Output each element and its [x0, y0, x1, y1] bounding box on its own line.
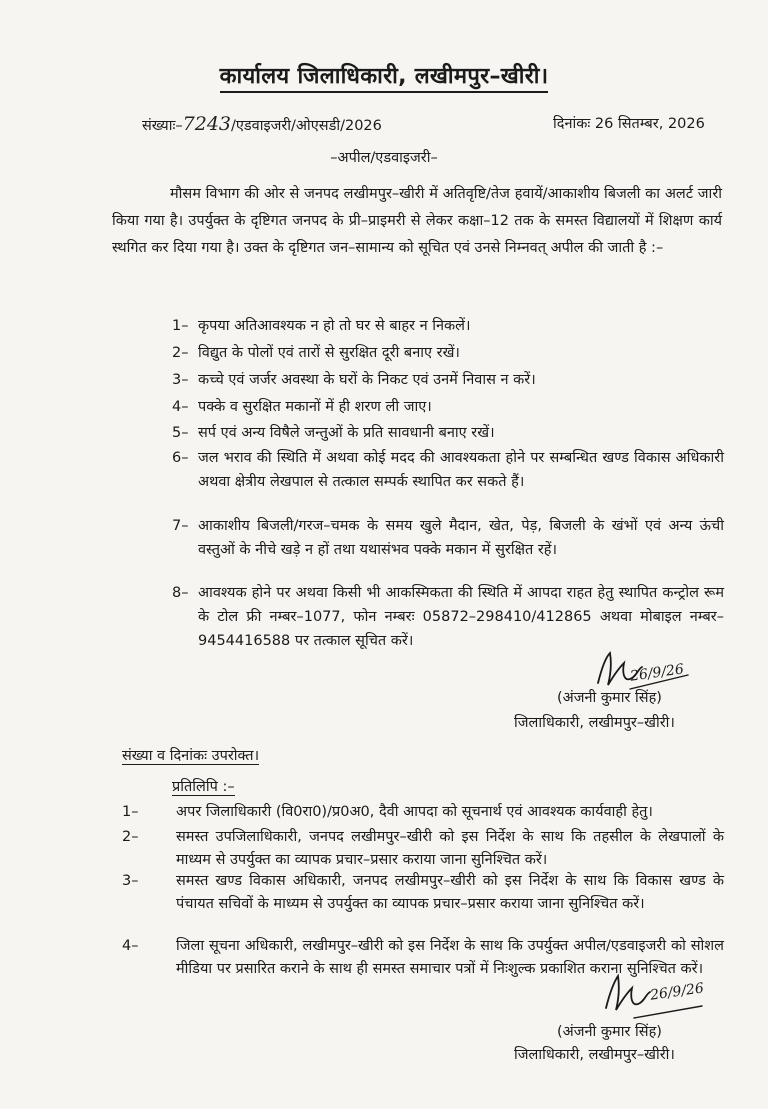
copy-number: 3– — [122, 873, 139, 889]
signature-handwritten-date: 26/9/26 — [649, 980, 705, 1004]
appeal-item — [172, 421, 724, 445]
appeal-number: 2– — [172, 345, 189, 361]
signatory-name: (अंजनी कुमार सिंह) — [557, 690, 662, 706]
intro-paragraph: मौसम विभाग की ओर से जनपद लखीमपुर–खीरी में अतिवृष्टि/तेज हवायें/आकाशीय बिजली का अलर्ट जारी किया गया है। उपर्युक्त के दृष्टिगत जनपद के प्री–प्राइमरी से लेकर कक्षा–12 तक के समस्त विद्यालयों में शिक्षण कार्य स्थगित कर दिया गया है। उक्त के दृष्टिगत जन–सामान्य को सूचित एवं उनसे निम्नवत् अपील की जाती है :– — [112, 186, 722, 256]
appeal-item — [172, 581, 724, 653]
reference-number — [142, 113, 382, 135]
appeal-number: 4– — [172, 399, 189, 415]
copy-label: प्रतिलिपि :– — [172, 779, 235, 795]
appeal-text: आवश्यक होने पर अथवा किसी भी आकस्मिकता की स्थिति में आपदा राहत हेतु स्थापित कन्ट्रोल रूम के टोल फ्री नम्बर–1077, फोन नम्बरः 05872–298410/412865 अथवा मोबाइल नम्बर–9454416588 पर तत्काल सूचित करें। — [198, 585, 724, 649]
copy-heading: संख्या व दिनांकः उपरोक्त। — [122, 748, 260, 764]
copy-item — [122, 801, 724, 824]
appeal-item — [172, 314, 724, 338]
appeal-number: 6– — [172, 450, 189, 466]
reference-suffix: /एडवाइजरी/ओएसडी/2026 — [231, 118, 382, 134]
signatory-designation: जिलाधिकारी, लखीमपुर–खीरी। — [514, 715, 675, 731]
signatory-name: (अंजनी कुमार सिंह) — [557, 1024, 662, 1040]
appeal-item — [172, 514, 724, 562]
appeal-item — [172, 368, 724, 392]
appeal-text: जल भराव की स्थिति में अथवा कोई मदद की आवश्यकता होने पर सम्बन्धित खण्ड विकास अधिकारी अथवा क्षेत्रीय लेखपाल से तत्काल सम्पर्क स्थापित कर सकते हैं। — [198, 450, 724, 490]
office-title: कार्यालय जिलाधिकारी, लखीमपुर–खीरी। — [0, 60, 768, 90]
appeal-text: पक्के व सुरक्षित मकानों में ही शरण ली जाए। — [198, 399, 432, 415]
subject-line: –अपील/एडवाइजरी– — [330, 150, 438, 166]
reference-handwritten-number: 7243 — [182, 113, 231, 135]
appeal-text: सर्प एवं अन्य विषैले जन्तुओं के प्रति सावधानी बनाए रखें। — [198, 425, 495, 441]
copy-number: 4– — [122, 938, 139, 954]
appeal-item — [172, 446, 724, 494]
copy-number: 2– — [122, 829, 139, 845]
appeal-item — [172, 341, 724, 365]
copy-item — [122, 826, 724, 872]
appeal-text: आकाशीय बिजली/गरज–चमक के समय खुले मैदान, खेत, पेड़, बिजली के खंभों एवं अन्य ऊंची वस्तुओं के नीचे खड़े न हों तथा यथासंभव पक्के मकान में सुरक्षित रहें। — [198, 518, 724, 558]
appeal-number: 8– — [172, 585, 189, 601]
copy-item — [122, 870, 724, 916]
appeal-text: विद्युत के पोलों एवं तारों से सुरक्षित दूरी बनाए रखें। — [198, 345, 460, 361]
copy-text: जिला सूचना अधिकारी, लखीमपुर–खीरी को इस निर्देश के साथ कि उपर्युक्त अपील/एडवाइजरी को सोशल मीडिया पर प्रसारित कराने के साथ ही समस्त समाचार पत्रों में निःशुल्क प्रकाशित कराना सुनिश्चित करें। — [176, 938, 724, 977]
document-date: दिनांकः 26 सितम्बर, 2026 — [553, 116, 705, 132]
appeal-item — [172, 395, 724, 419]
copy-number: 1– — [122, 804, 139, 820]
copy-text: समस्त उपजिलाधिकारी, जनपद लखीमपुर–खीरी को इस निर्देश के साथ कि तहसील के लेखपालों के माध्यम से उपर्युक्त का व्यापक प्रचार–प्रसार कराया जाना सुनिश्चित करें। — [176, 829, 724, 868]
appeal-number: 1– — [172, 318, 189, 334]
reference-prefix: संख्याः– — [142, 118, 183, 134]
appeal-text: कृपया अतिआवश्यक न हो तो घर से बाहर न निकलें। — [198, 318, 471, 334]
appeal-number: 3– — [172, 372, 189, 388]
signatory-designation: जिलाधिकारी, लखीमपुर–खीरी। — [514, 1047, 675, 1063]
appeal-number: 7– — [172, 518, 189, 534]
appeal-number: 5– — [172, 425, 189, 441]
copy-text: समस्त खण्ड विकास अधिकारी, जनपद लखीमपुर–खीरी को इस निर्देश के साथ कि विकास खण्ड के पंचायत सचिवों के माध्यम से उपर्युक्त का व्यापक प्रचार–प्रसार कराया जाना सुनिश्चित करें। — [176, 873, 724, 912]
copy-text: अपर जिलाधिकारी (वि0रा0)/प्र0अ0, दैवी आपदा को सूचनार्थ एवं आवश्यक कार्यवाही हेतु। — [176, 804, 653, 820]
signature-handwritten-date: 26/9/26 — [629, 661, 685, 685]
appeal-text: कच्चे एवं जर्जर अवस्था के घरों के निकट एवं उनमें निवास न करें। — [198, 372, 536, 388]
